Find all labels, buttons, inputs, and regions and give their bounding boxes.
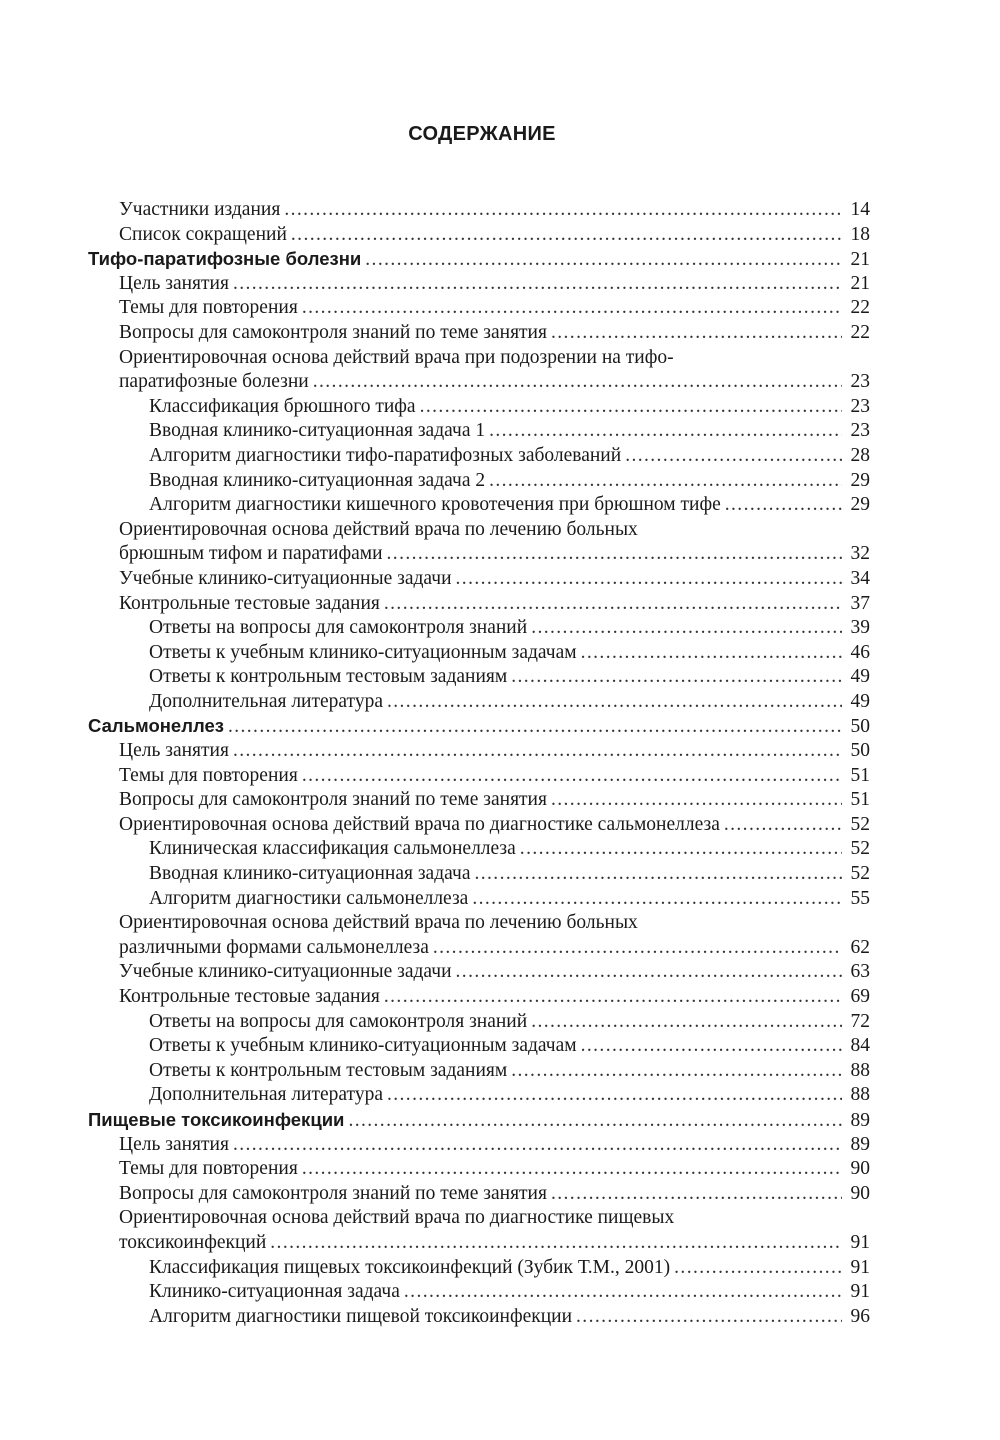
toc-page-number: 91 (850, 1256, 870, 1278)
toc-section-heading[interactable] (88, 1108, 870, 1133)
toc-page-number: 22 (850, 321, 870, 343)
toc-entry[interactable] (88, 887, 870, 912)
toc-entry-title: Цель занятия (119, 740, 229, 762)
toc-entry-title: Вводная клинико-ситуационная задача (149, 863, 471, 885)
toc-entry[interactable] (88, 272, 870, 297)
toc-entry[interactable] (88, 542, 870, 567)
dot-leader (384, 592, 842, 617)
toc-entry-title: Ориентировочная основа действий врача по лечению больных (119, 518, 638, 540)
toc-entry-title: различными формами сальмонеллеза (119, 936, 429, 958)
toc-entry-title: Вводная клинико-ситуационная задача 1 (149, 420, 486, 442)
toc-entry-title: Ответы к контрольным тестовым заданиям (149, 666, 508, 688)
toc-entry-title: Алгоритм диагностики сальмонеллеза (149, 887, 469, 909)
toc-page-number: 51 (850, 764, 870, 786)
toc-page-number: 89 (850, 1133, 870, 1155)
toc-entry-title: Ориентировочная основа действий врача по диагностике пищевых (119, 1207, 675, 1229)
toc-entry[interactable] (88, 1256, 870, 1281)
toc-entry-title: Ориентировочная основа действий врача при подозрении на тифо- (119, 346, 674, 368)
toc-page-number: 89 (850, 1109, 870, 1131)
toc-page-number: 62 (850, 936, 870, 958)
toc-entry[interactable] (88, 493, 870, 518)
toc-entry[interactable] (88, 665, 870, 690)
dot-leader (725, 493, 842, 518)
dot-leader (404, 1280, 842, 1305)
dot-leader (433, 936, 842, 961)
dot-leader (348, 1109, 842, 1134)
toc-page-number: 55 (850, 887, 870, 909)
toc-entry-title: Клиническая классификация сальмонеллеза (149, 838, 516, 860)
toc-entry-title: Список сокращений (119, 223, 287, 245)
dot-leader (365, 248, 842, 273)
toc-page-number: 28 (850, 444, 870, 466)
dot-leader (420, 395, 842, 420)
dot-leader (233, 1133, 842, 1158)
toc-page-number: 23 (850, 420, 870, 442)
toc-entry[interactable] (88, 518, 870, 543)
toc-entry-title: Классификация брюшного тифа (149, 395, 416, 417)
toc-section-heading[interactable] (88, 714, 870, 739)
toc-entry-title: Клинико-ситуационная задача (149, 1281, 400, 1303)
dot-leader (291, 223, 842, 248)
toc-entry[interactable] (88, 1157, 870, 1182)
toc-entry[interactable] (88, 1133, 870, 1158)
toc-page-number: 46 (850, 641, 870, 663)
toc-entry[interactable] (88, 370, 870, 395)
toc-entry[interactable] (88, 223, 870, 248)
toc-entry[interactable] (88, 1059, 870, 1084)
toc-page-number: 69 (850, 986, 870, 1007)
toc-entry[interactable] (88, 1083, 870, 1108)
toc-entry[interactable] (88, 395, 870, 420)
toc-page-number: 34 (850, 567, 870, 589)
toc-entry[interactable] (88, 419, 870, 444)
toc-page-number: 88 (850, 1059, 870, 1081)
toc-entry-title: Цель занятия (119, 1133, 229, 1155)
dot-leader (284, 198, 842, 223)
dot-leader (302, 296, 842, 321)
toc-entry-title: Вводная клинико-ситуационная задача 2 (149, 469, 486, 491)
toc-entry-title: Классификация пищевых токсикоинфекций (Зубик Т.М., 2001) (149, 1256, 671, 1278)
toc-page-number: 49 (850, 666, 870, 688)
toc-page-number: 29 (850, 494, 870, 516)
toc-entry[interactable] (88, 1206, 870, 1231)
toc-page-number: 96 (850, 1305, 870, 1327)
toc-entry-title: Тифо-паратифозные болезни (88, 248, 362, 270)
toc-entry[interactable] (88, 567, 870, 592)
toc-page-number: 22 (850, 297, 870, 319)
dot-leader (228, 715, 842, 740)
dot-leader (724, 813, 842, 838)
toc-entry-title: Алгоритм диагностики тифо-паратифозных заболеваний (149, 444, 622, 466)
toc-entry[interactable] (88, 690, 870, 715)
toc-entry-title: Ориентировочная основа действий врача по лечению больных (119, 912, 638, 934)
toc-page-number: 84 (850, 1035, 870, 1057)
toc-page-number: 90 (850, 1158, 870, 1180)
toc-page-number: 21 (850, 249, 870, 271)
toc-page-number: 91 (850, 1231, 870, 1253)
toc-entry-title: Контрольные тестовые задания (119, 986, 380, 1007)
toc-entry[interactable] (88, 788, 870, 813)
toc-entry-title: паратифозные болезни (119, 371, 309, 393)
dot-leader (384, 985, 842, 1010)
toc-entry-title: Ответы к контрольным тестовым заданиям (149, 1059, 508, 1081)
toc-entry-title: Вопросы для самоконтроля знаний по теме занятия (119, 321, 547, 343)
toc-entry-title: Темы для повторения (119, 1158, 298, 1180)
toc-entry-title: Участники издания (119, 199, 281, 220)
toc-entry[interactable] (88, 1182, 870, 1207)
toc-entry[interactable] (88, 960, 870, 985)
toc-entry-title: Сальмонеллез (88, 715, 224, 737)
toc-page-number: 49 (850, 690, 870, 712)
toc-entry-title: Учебные клинико-ситуационные задачи (119, 961, 452, 983)
toc-entry-title: Ответы к учебным клинико-ситуационным задачам (149, 641, 577, 663)
dot-leader (489, 419, 842, 444)
toc-page-number: 90 (850, 1182, 870, 1204)
toc-entry-title: Пищевые токсикоинфекции (88, 1108, 345, 1130)
toc-entry[interactable] (88, 936, 870, 961)
toc-entry[interactable] (88, 346, 870, 371)
toc-entry[interactable] (88, 813, 870, 838)
dot-leader (313, 370, 842, 395)
toc-page-number: 23 (850, 371, 870, 393)
toc-page-number: 52 (850, 838, 870, 860)
dot-leader (625, 444, 842, 469)
toc-entry-title: Дополнительная литература (149, 690, 383, 712)
toc-page-number: 50 (850, 740, 870, 762)
toc-section-heading[interactable] (88, 247, 870, 272)
dot-leader (489, 469, 842, 494)
toc-page-number: 39 (850, 617, 870, 639)
toc-entry-title: Ответы к учебным клинико-ситуационным задачам (149, 1035, 577, 1057)
dot-leader (511, 1059, 842, 1084)
dot-leader (581, 1034, 842, 1059)
dot-leader (531, 616, 842, 641)
toc-page-number: 32 (850, 543, 870, 565)
dot-leader (456, 567, 842, 592)
toc-page-number: 63 (850, 961, 870, 983)
toc-entry-title: Контрольные тестовые задания (119, 592, 380, 614)
toc-entry-title: Алгоритм диагностики пищевой токсикоинфекции (149, 1305, 573, 1327)
toc-page-number: 21 (850, 272, 870, 294)
dot-leader (302, 1157, 842, 1182)
toc-page-number: 91 (850, 1281, 870, 1303)
dot-leader (674, 1256, 842, 1281)
toc-entry[interactable] (88, 444, 870, 469)
toc-entry[interactable] (88, 198, 870, 223)
toc-entry-title: Учебные клинико-ситуационные задачи (119, 567, 452, 589)
toc-entry-title: Ответы на вопросы для самоконтроля знаний (149, 1010, 528, 1032)
dot-leader (472, 887, 842, 912)
dot-leader (474, 862, 842, 887)
toc-page-number: 50 (850, 716, 870, 738)
toc-entry-title: Вопросы для самоконтроля знаний по теме занятия (119, 1182, 547, 1204)
toc-entry[interactable] (88, 1305, 870, 1330)
toc-entry[interactable] (88, 985, 870, 1010)
dot-leader (511, 665, 842, 690)
dot-leader (531, 1010, 842, 1035)
dot-leader (581, 641, 842, 666)
toc-entry[interactable] (88, 592, 870, 617)
toc-page-number: 29 (850, 469, 870, 491)
toc-entry-title: Дополнительная литература (149, 1084, 383, 1106)
toc-page-number: 37 (850, 592, 870, 614)
toc-entry[interactable] (88, 1010, 870, 1035)
toc-entry-title: Ориентировочная основа действий врача по диагностике сальмонеллеза (119, 813, 720, 835)
dot-leader (387, 690, 842, 715)
dot-leader (233, 739, 842, 764)
dot-leader (551, 321, 842, 346)
toc-entry[interactable] (88, 837, 870, 862)
toc-entry-title: Вопросы для самоконтроля знаний по теме занятия (119, 789, 547, 811)
toc-entry[interactable] (88, 321, 870, 346)
toc-entry[interactable] (88, 764, 870, 789)
toc-entry[interactable] (88, 616, 870, 641)
dot-leader (456, 960, 842, 985)
toc-page-number: 18 (850, 223, 870, 245)
toc-entry[interactable] (88, 911, 870, 936)
toc-page-number: 72 (850, 1010, 870, 1032)
toc-entry-title: Цель занятия (119, 272, 229, 294)
dot-leader (302, 764, 842, 789)
toc-entry-title: Ответы на вопросы для самоконтроля знаний (149, 617, 528, 639)
toc-entry-title: Темы для повторения (119, 764, 298, 786)
dot-leader (576, 1305, 842, 1330)
toc-page-number: 52 (850, 863, 870, 885)
toc-entry[interactable] (88, 1231, 870, 1256)
table-of-contents (88, 198, 870, 1329)
toc-page-number: 14 (850, 199, 870, 220)
dot-leader (551, 1182, 842, 1207)
toc-entry[interactable] (88, 469, 870, 494)
dot-leader (387, 542, 842, 567)
page-title: СОДЕРЖАНИЕ (408, 123, 556, 145)
toc-entry-title: брюшным тифом и паратифами (119, 543, 383, 565)
toc-entry[interactable] (88, 739, 870, 764)
toc-entry[interactable] (88, 1034, 870, 1059)
dot-leader (270, 1231, 842, 1256)
toc-page-number: 51 (850, 789, 870, 811)
toc-page-number: 52 (850, 813, 870, 835)
toc-entry-title: Темы для повторения (119, 297, 298, 319)
toc-entry-title: Алгоритм диагностики кишечного кровотечения при брюшном тифе (149, 494, 721, 516)
toc-entry[interactable] (88, 1280, 870, 1305)
toc-page-number: 23 (850, 395, 870, 417)
toc-entry[interactable] (88, 862, 870, 887)
toc-entry[interactable] (88, 641, 870, 666)
dot-leader (387, 1083, 842, 1108)
toc-page-number: 88 (850, 1084, 870, 1106)
toc-entry[interactable] (88, 296, 870, 321)
dot-leader (551, 788, 842, 813)
dot-leader (520, 837, 842, 862)
toc-entry-title: токсикоинфекций (119, 1231, 267, 1253)
dot-leader (233, 272, 842, 297)
